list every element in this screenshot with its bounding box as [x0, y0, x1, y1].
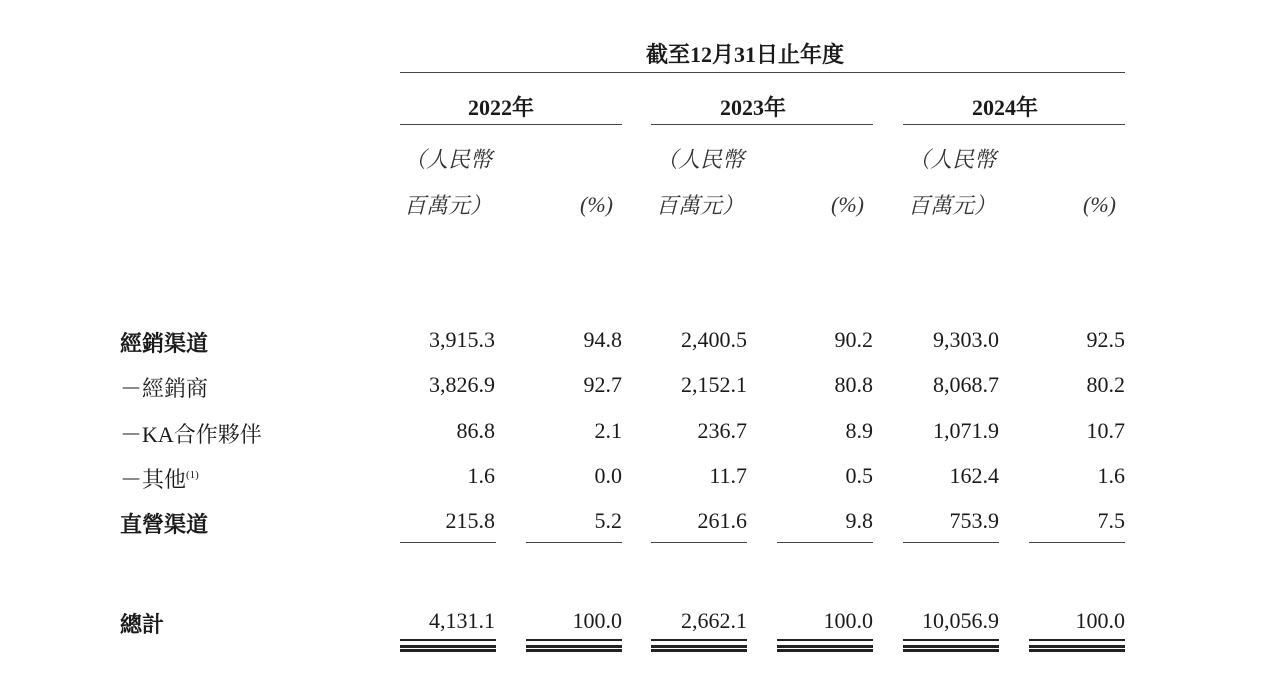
row-label-distribution-channel: 經銷渠道: [120, 331, 209, 356]
total-top-rule: [651, 639, 747, 641]
cell-pct-2024: 1.6: [1097, 463, 1125, 488]
cell-pct-2022: 2.1: [594, 418, 622, 443]
cell-pct-2022: 0.0: [594, 463, 622, 488]
row-label-distributors: －經銷商: [120, 376, 209, 401]
total-double-underline: [1029, 645, 1125, 652]
total-pct-2022: 100.0: [572, 608, 622, 633]
cell-amount-2024: 753.9: [949, 508, 999, 533]
total-pct-2024: 100.0: [1075, 608, 1125, 633]
unit-header-2023-line1: （人民幣: [656, 147, 745, 172]
cell-amount-2022: 215.8: [445, 508, 495, 533]
year-header-2023: 2023年: [720, 95, 787, 120]
cell-amount-2022: 3,826.9: [429, 372, 495, 397]
unit-header-2024-line2: 百萬元）: [908, 193, 997, 218]
total-double-underline: [400, 645, 496, 652]
total-amount-2023: 2,662.1: [681, 608, 747, 633]
footnote-marker: (1): [186, 469, 199, 481]
pct-header-2022: (%): [580, 192, 613, 217]
year-rule-2023: [651, 124, 873, 125]
unit-header-2023-line2: 百萬元）: [656, 193, 745, 218]
total-top-rule: [903, 639, 999, 641]
row-label-direct-channel: 直營渠道: [120, 512, 209, 537]
cell-amount-2024: 8,068.7: [933, 372, 999, 397]
year-header-2022: 2022年: [468, 95, 535, 120]
cell-amount-2022: 1.6: [467, 463, 495, 488]
cell-amount-2023: 11.7: [709, 463, 747, 488]
subtotal-rule: [526, 542, 622, 543]
total-top-rule: [1029, 639, 1125, 641]
subtotal-rule: [903, 542, 999, 543]
subtotal-rule: [1029, 542, 1125, 543]
subtotal-rule: [400, 542, 496, 543]
cell-pct-2024: 7.5: [1097, 508, 1125, 533]
subtotal-rule: [777, 542, 873, 543]
total-double-underline: [526, 645, 622, 652]
total-double-underline: [777, 645, 873, 652]
total-double-underline: [651, 645, 747, 652]
cell-amount-2023: 2,400.5: [681, 327, 747, 352]
total-pct-2023: 100.0: [823, 608, 873, 633]
cell-amount-2022: 86.8: [456, 418, 495, 443]
cell-amount-2023: 236.7: [697, 418, 747, 443]
row-label-ka-partners: －KA合作夥伴: [120, 422, 262, 447]
row-label-others: [120, 463, 199, 494]
pct-header-2024: (%): [1083, 192, 1116, 217]
cell-pct-2022: 92.7: [583, 372, 622, 397]
period-header: 截至12月31日止年度: [646, 42, 845, 67]
cell-pct-2024: 80.2: [1086, 372, 1125, 397]
cell-amount-2022: 3,915.3: [429, 327, 495, 352]
unit-header-2022-line1: （人民幣: [404, 147, 493, 172]
row-label-others-text: －其他: [120, 467, 187, 492]
total-double-underline: [903, 645, 999, 652]
cell-pct-2023: 80.8: [834, 372, 873, 397]
total-amount-2024: 10,056.9: [922, 608, 999, 633]
cell-pct-2023: 90.2: [834, 327, 873, 352]
total-top-rule: [777, 639, 873, 641]
pct-header-2023: (%): [831, 192, 864, 217]
cell-amount-2023: 261.6: [697, 508, 747, 533]
cell-pct-2022: 5.2: [594, 508, 622, 533]
unit-header-2024-line1: （人民幣: [908, 147, 997, 172]
year-header-2024: 2024年: [972, 95, 1039, 120]
row-label-total: 總計: [120, 612, 165, 637]
cell-pct-2022: 94.8: [583, 327, 622, 352]
cell-pct-2023: 9.8: [845, 508, 873, 533]
year-rule-2022: [400, 124, 622, 125]
cell-pct-2023: 8.9: [845, 418, 873, 443]
total-top-rule: [526, 639, 622, 641]
subtotal-rule: [651, 542, 747, 543]
cell-pct-2024: 10.7: [1086, 418, 1125, 443]
cell-amount-2024: 9,303.0: [933, 327, 999, 352]
cell-amount-2024: 1,071.9: [933, 418, 999, 443]
unit-header-2022-line2: 百萬元）: [404, 193, 493, 218]
total-top-rule: [400, 639, 496, 641]
cell-amount-2024: 162.4: [949, 463, 999, 488]
total-amount-2022: 4,131.1: [429, 608, 495, 633]
year-rule-2024: [903, 124, 1125, 125]
cell-pct-2024: 92.5: [1086, 327, 1125, 352]
cell-pct-2023: 0.5: [845, 463, 873, 488]
cell-amount-2023: 2,152.1: [681, 372, 747, 397]
period-header-rule: [400, 72, 1125, 73]
